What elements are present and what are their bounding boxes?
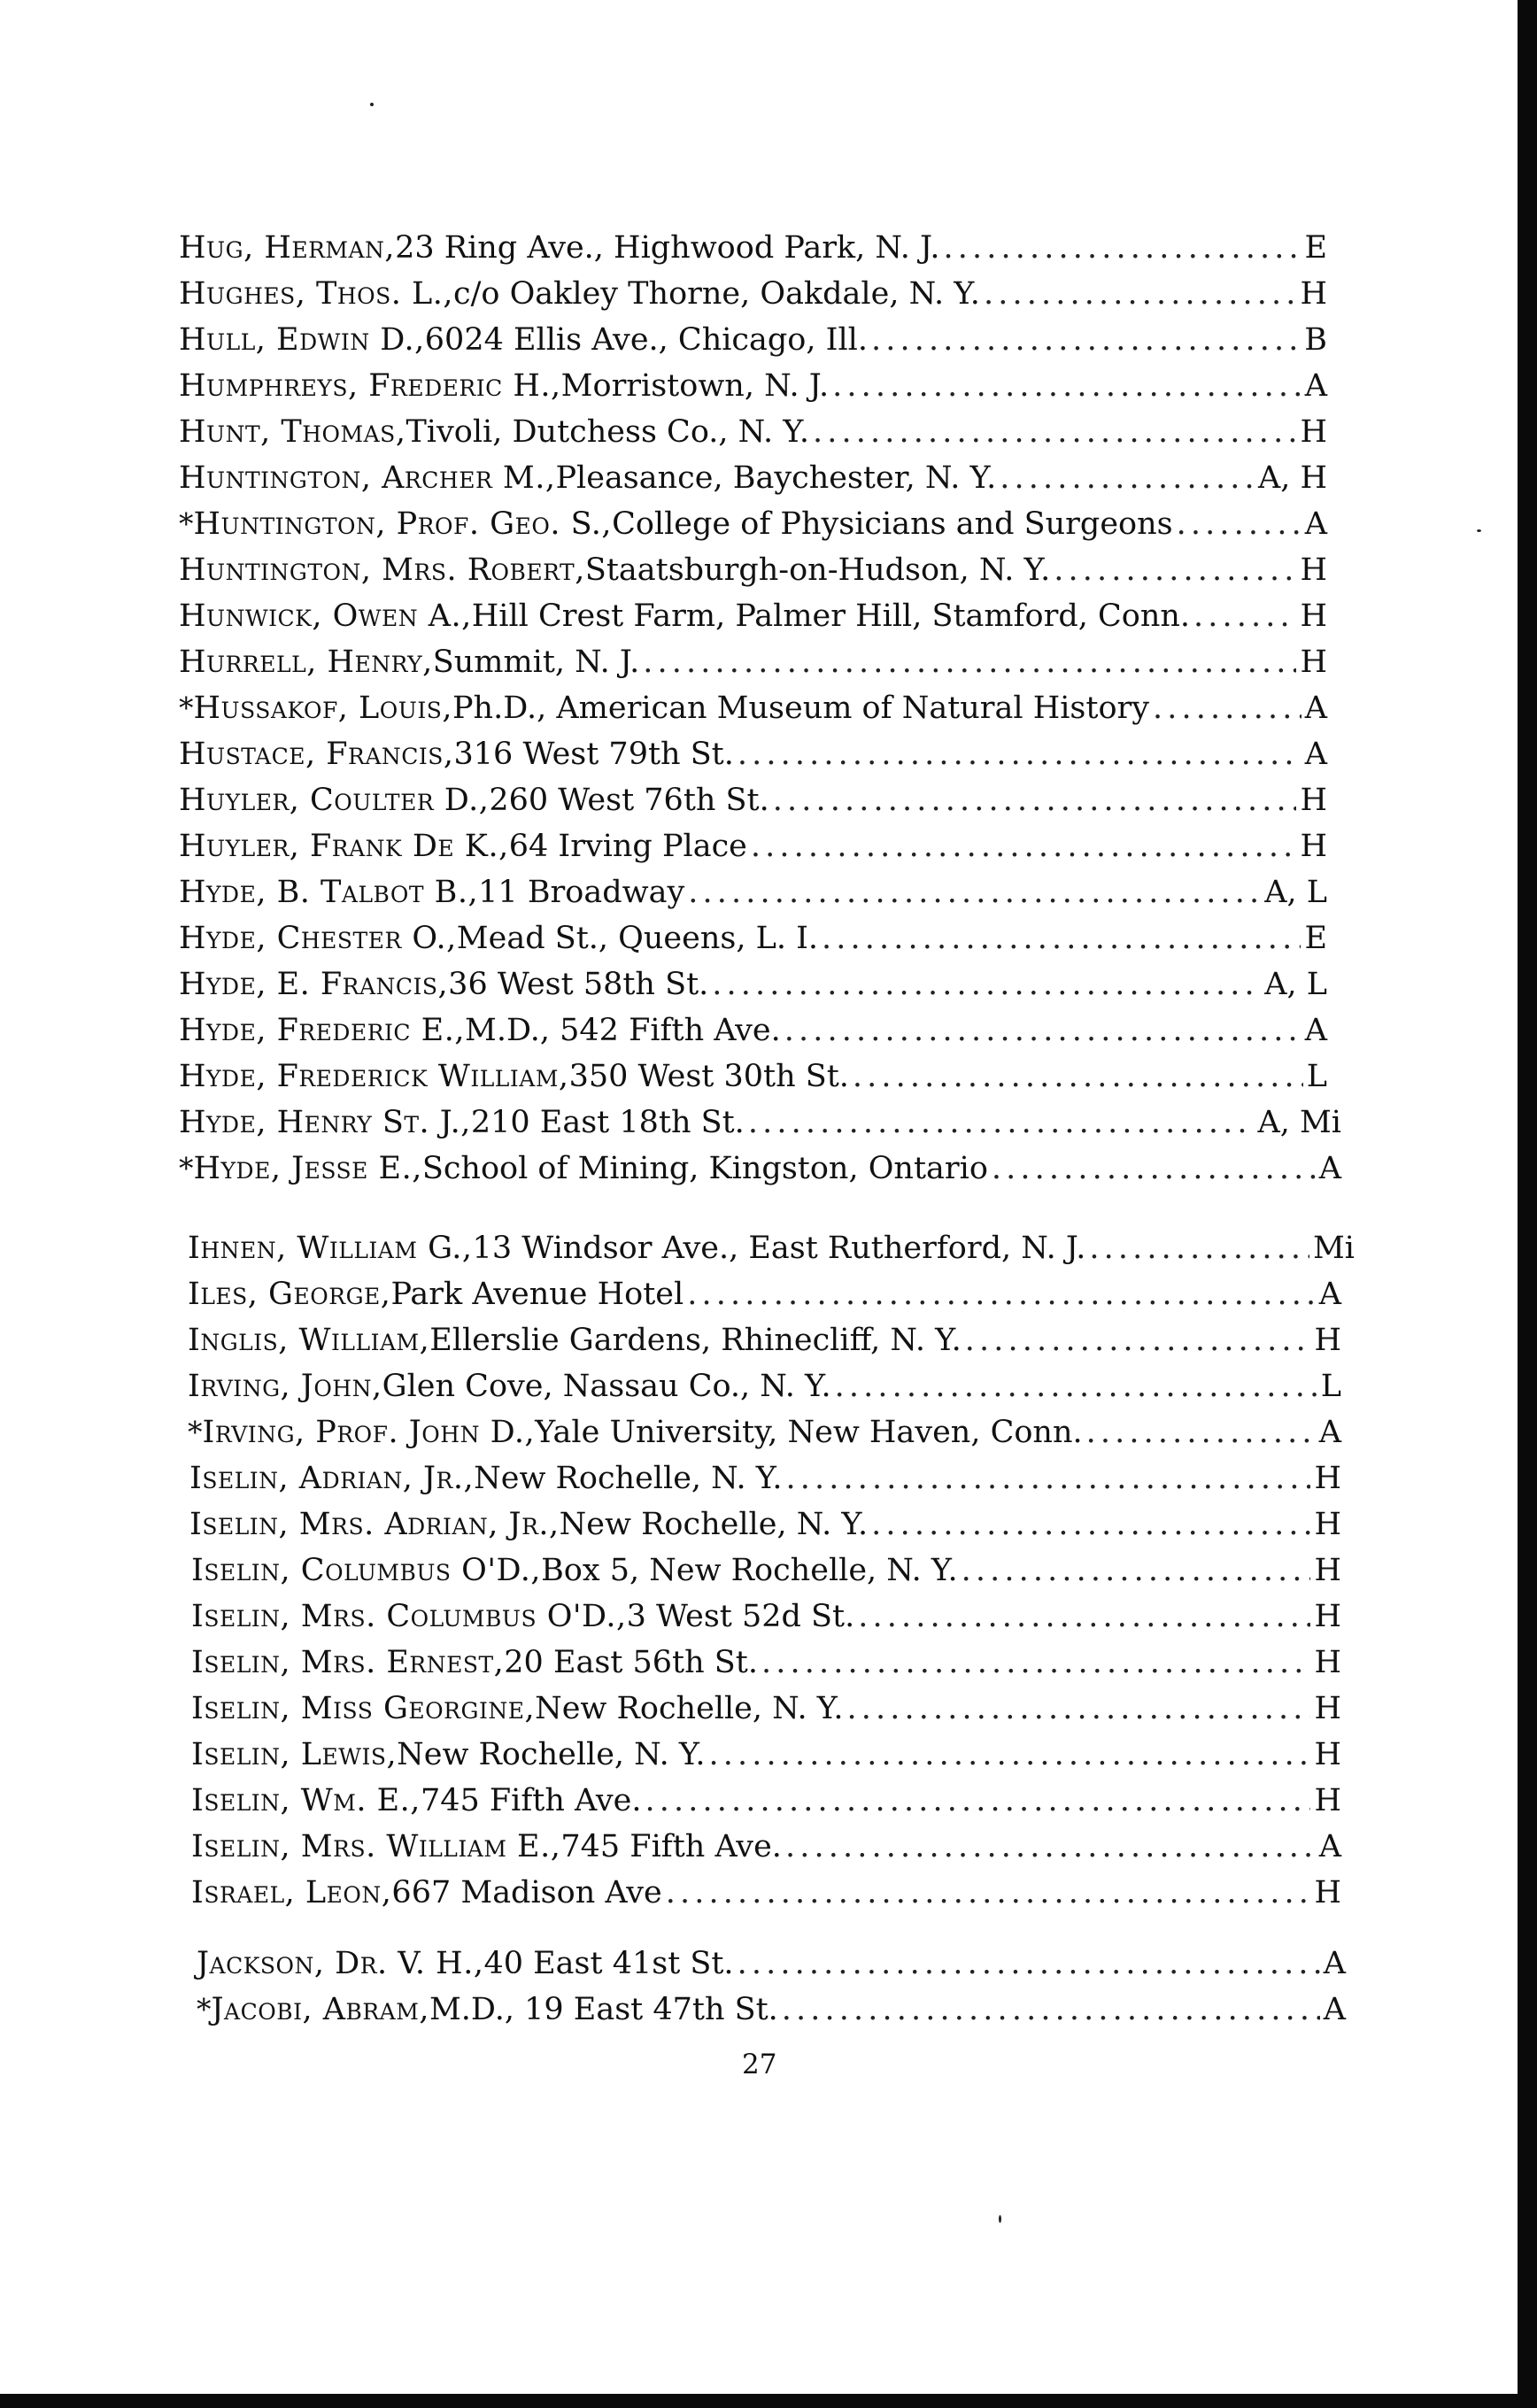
membership-code: A	[1323, 1946, 1346, 1981]
dot-leader	[871, 317, 1301, 363]
list-entry	[179, 823, 1327, 869]
member-name: Iselin, Mrs. Adrian, Jr.,	[189, 1507, 560, 1542]
member-name: Hurrell, Henry,	[179, 644, 433, 680]
member-address: c/o Oakley Thorne, Oakdale, N. Y.	[453, 276, 980, 312]
dot-leader	[643, 639, 1296, 685]
list-entry	[191, 1778, 1341, 1824]
deceased-marker: *	[188, 1415, 203, 1449]
list-entry	[191, 1594, 1341, 1640]
dot-leader	[1089, 1225, 1309, 1271]
list-entry	[179, 639, 1327, 685]
list-entry	[179, 271, 1327, 317]
page-edge-shadow-right	[1518, 0, 1537, 2408]
membership-code: A	[1304, 691, 1327, 726]
list-entry	[179, 317, 1327, 363]
dot-leader	[871, 1501, 1310, 1547]
dot-leader	[1193, 593, 1296, 639]
member-address: 11 Broadway	[478, 875, 685, 910]
member-address: Park Avenue Hotel	[390, 1277, 684, 1312]
list-entry	[191, 1870, 1341, 1916]
dot-leader	[1000, 455, 1255, 501]
membership-code: A	[1318, 1829, 1341, 1864]
dot-leader	[1153, 685, 1301, 731]
deceased-marker: *	[179, 1151, 194, 1185]
list-entry	[191, 1547, 1341, 1594]
membership-code: A	[1304, 368, 1327, 404]
member-address: New Rochelle, N. Y.	[474, 1461, 783, 1496]
list-entry	[191, 1686, 1341, 1732]
list-entry	[179, 731, 1327, 777]
member-address: 260 West 76th St.	[489, 783, 769, 818]
list-entry	[179, 1007, 1327, 1054]
list-entry	[179, 915, 1327, 961]
dot-leader	[832, 363, 1301, 409]
membership-code: L	[1306, 1059, 1327, 1094]
membership-code: E	[1304, 230, 1327, 266]
membership-code: E	[1304, 921, 1327, 956]
member-name: Israel, Leon,	[191, 1875, 392, 1910]
member-address: New Rochelle, N. Y.	[397, 1737, 706, 1772]
member-address: Glen Cove, Nassau Co., N. Y.	[382, 1369, 831, 1404]
dot-leader	[853, 1054, 1303, 1100]
membership-code: A	[1304, 737, 1327, 772]
member-address: Tivoli, Dutchess Co., N. Y.	[405, 414, 810, 450]
member-address: 667 Madison Ave	[391, 1875, 662, 1910]
list-entry	[179, 869, 1327, 915]
membership-code: H	[1314, 1599, 1341, 1634]
member-name: Hyde, Frederick William,	[179, 1059, 569, 1094]
membership-code: A, Mi	[1257, 1105, 1341, 1140]
member-name: Iselin, Mrs. Columbus O'D.,	[191, 1599, 627, 1634]
dot-leader	[858, 1594, 1310, 1640]
dot-leader	[965, 1317, 1311, 1363]
member-name: Huntington, Prof. Geo. S.,	[193, 506, 613, 542]
dot-leader	[984, 271, 1297, 317]
dot-leader	[785, 1824, 1316, 1870]
page-edge-shadow-bottom	[0, 2394, 1537, 2408]
list-entry	[179, 685, 1327, 731]
list-entry	[179, 363, 1327, 409]
member-name: Hyde, Frederic E.,	[179, 1013, 465, 1048]
dot-leader	[666, 1870, 1311, 1916]
list-entry	[179, 1100, 1341, 1146]
dot-leader	[943, 225, 1301, 271]
deceased-marker: *	[197, 1992, 212, 2026]
member-address: 23 Ring Ave., Highwood Park, N. J.	[395, 230, 940, 266]
deceased-marker: *	[179, 691, 194, 725]
list-entry	[179, 777, 1327, 823]
membership-code: A	[1318, 1151, 1341, 1186]
member-address: 36 West 58th St.	[448, 967, 709, 1002]
dot-leader	[773, 777, 1297, 823]
list-entry	[179, 1146, 1341, 1192]
membership-code: H	[1314, 1461, 1341, 1496]
member-address: College of Physicians and Surgeons	[612, 506, 1173, 542]
dot-leader	[712, 961, 1261, 1007]
membership-code: A, H	[1257, 460, 1327, 496]
membership-code: H	[1314, 1553, 1341, 1588]
member-address: 745 Fifth Ave.	[420, 1783, 642, 1818]
membership-code: Mi	[1312, 1231, 1355, 1266]
membership-code: A	[1304, 506, 1327, 542]
member-name: Hug, Herman,	[179, 230, 396, 266]
member-name: Huyler, Coulter D.,	[179, 783, 490, 818]
dot-leader	[822, 915, 1301, 961]
membership-code: H	[1314, 1323, 1341, 1358]
dot-leader	[1054, 547, 1296, 593]
membership-code: H	[1314, 1875, 1341, 1910]
membership-code: H	[1314, 1691, 1341, 1726]
membership-code: H	[1314, 1507, 1341, 1542]
member-address: M.D., 542 Fifth Ave.	[464, 1013, 781, 1048]
member-address: 316 West 79th St.	[453, 737, 734, 772]
membership-code: H	[1314, 1645, 1341, 1680]
membership-code: H	[1300, 552, 1327, 588]
member-name: Hyde, Henry St. J.,	[179, 1105, 471, 1140]
member-address: 40 East 41st St.	[483, 1946, 734, 1981]
member-address: Hill Crest Farm, Palmer Hill, Stamford, Conn.	[471, 598, 1191, 634]
member-name: Inglis, William,	[188, 1323, 430, 1358]
member-address: 210 East 18th St.	[470, 1105, 745, 1140]
member-name: Iles, George,	[188, 1277, 391, 1312]
dot-leader	[962, 1547, 1311, 1594]
member-name: Jackson, Dr. V. H.,	[197, 1946, 484, 1981]
list-entry	[179, 593, 1327, 639]
list-entry	[188, 1317, 1341, 1363]
list-entry	[179, 501, 1327, 547]
member-address: 13 Windsor Ave., East Rutherford, N. J.	[472, 1231, 1086, 1266]
member-name: Iselin, Wm. E.,	[191, 1783, 421, 1818]
dot-leader	[645, 1778, 1311, 1824]
list-entry	[189, 1455, 1341, 1501]
list-entry	[179, 225, 1327, 271]
list-entry	[188, 1225, 1355, 1271]
dot-leader	[738, 731, 1301, 777]
member-name: Hussakof, Louis,	[193, 691, 452, 726]
membership-code: H	[1300, 598, 1327, 634]
dot-leader	[782, 1987, 1320, 2033]
member-name: Huntington, Mrs. Robert,	[179, 552, 585, 588]
membership-code: A, L	[1264, 967, 1327, 1002]
scan-speck	[1477, 529, 1481, 532]
membership-code: A	[1318, 1277, 1341, 1312]
member-address: Yale University, New Haven, Conn.	[535, 1415, 1083, 1450]
dot-leader	[688, 869, 1261, 915]
list-entry	[191, 1824, 1341, 1870]
member-name: Iselin, Lewis,	[191, 1737, 398, 1772]
member-address: New Rochelle, N. Y.	[559, 1507, 869, 1542]
member-name: Hyde, E. Francis,	[179, 967, 449, 1002]
list-entry	[179, 1054, 1327, 1100]
member-name: Hull, Edwin D.,	[179, 322, 425, 358]
dot-leader	[786, 1455, 1311, 1501]
member-address: New Rochelle, N. Y.	[535, 1691, 844, 1726]
dot-leader	[761, 1640, 1311, 1686]
member-name: Hunwick, Owen A.,	[179, 598, 472, 634]
member-name: Irving, Prof. John D.,	[202, 1415, 536, 1450]
member-address: 745 Fifth Ave.	[560, 1829, 782, 1864]
member-name: Hunt, Thomas,	[179, 414, 406, 450]
membership-code: A	[1318, 1415, 1341, 1450]
member-name: Irving, John,	[188, 1369, 382, 1404]
membership-code: H	[1300, 829, 1327, 864]
membership-code: H	[1300, 276, 1327, 312]
dot-leader	[1086, 1409, 1316, 1455]
membership-code: H	[1300, 644, 1327, 680]
list-entry	[197, 1987, 1346, 2033]
member-address: Pleasance, Baychester, N. Y.	[555, 460, 997, 496]
member-address: 350 West 30th St.	[568, 1059, 849, 1094]
membership-code: H	[1314, 1783, 1341, 1818]
dot-leader	[813, 409, 1296, 455]
dot-leader	[784, 1007, 1301, 1054]
list-entry	[189, 1501, 1341, 1547]
membership-code: H	[1300, 414, 1327, 450]
list-entry	[179, 547, 1327, 593]
member-name: Hustace, Francis,	[179, 737, 454, 772]
list-entry	[188, 1363, 1341, 1409]
list-entry	[191, 1640, 1341, 1686]
dot-leader	[835, 1363, 1317, 1409]
membership-code: A, L	[1264, 875, 1327, 910]
member-address: Staatsburgh-on-Hudson, N. Y.	[584, 552, 1051, 588]
scan-speck	[999, 2215, 1001, 2223]
member-address: Ph.D., American Museum of Natural History	[452, 691, 1150, 726]
deceased-marker: *	[179, 506, 194, 541]
membership-code: B	[1304, 322, 1327, 358]
member-name: Iselin, Adrian, Jr.,	[189, 1461, 475, 1496]
member-name: Iselin, Columbus O'D.,	[191, 1553, 542, 1588]
member-address: 20 East 56th St.	[504, 1645, 758, 1680]
member-address: Ellerslie Gardens, Rhinecliff, N. Y.	[429, 1323, 962, 1358]
member-name: Huyler, Frank De K.,	[179, 829, 509, 864]
scan-speck	[370, 103, 374, 106]
list-entry	[179, 455, 1327, 501]
member-address: Mead St., Queens, L. I.	[456, 921, 819, 956]
member-address: 64 Irving Place	[508, 829, 747, 864]
member-name: Hyde, Chester O.,	[179, 921, 457, 956]
dot-leader	[751, 823, 1297, 869]
membership-code: A	[1304, 1013, 1327, 1048]
member-name: Hughes, Thos. L.,	[179, 276, 454, 312]
list-entry	[197, 1941, 1346, 1987]
member-name: Humphreys, Frederic H.,	[179, 368, 561, 404]
member-address: 6024 Ellis Ave., Chicago, Ill.	[424, 322, 868, 358]
list-entry	[188, 1271, 1341, 1317]
member-name: Iselin, Mrs. Ernest,	[191, 1645, 505, 1680]
dot-leader	[687, 1271, 1316, 1317]
member-name: Iselin, Mrs. William E.,	[191, 1829, 561, 1864]
member-address: Box 5, New Rochelle, N. Y.	[541, 1553, 958, 1588]
dot-leader	[738, 1941, 1320, 1987]
dot-leader	[847, 1686, 1311, 1732]
dot-leader	[1177, 501, 1301, 547]
page-number: 27	[742, 2049, 777, 2080]
membership-code: A	[1323, 1992, 1346, 2027]
list-entry	[179, 961, 1327, 1007]
list-entry	[188, 1409, 1341, 1455]
member-name: Jacobi, Abram,	[211, 1992, 429, 2027]
member-address: Summit, N. J.	[432, 644, 640, 680]
dot-leader	[709, 1732, 1311, 1778]
list-entry	[191, 1732, 1341, 1778]
list-entry	[179, 409, 1327, 455]
member-name: Hyde, Jesse E.,	[193, 1151, 422, 1186]
dot-leader	[992, 1146, 1316, 1192]
membership-code: H	[1314, 1737, 1341, 1772]
member-name: Iselin, Miss Georgine,	[191, 1691, 536, 1726]
member-name: Ihnen, William G.,	[188, 1231, 473, 1266]
member-name: Hyde, B. Talbot B.,	[179, 875, 479, 910]
member-address: 3 West 52d St.	[626, 1599, 855, 1634]
membership-code: L	[1320, 1369, 1341, 1404]
member-address: Morristown, N. J.	[560, 368, 830, 404]
member-name: Huntington, Archer M.,	[179, 460, 556, 496]
membership-code: H	[1300, 783, 1327, 818]
member-address: School of Mining, Kingston, Ontario	[421, 1151, 988, 1186]
member-address: M.D., 19 East 47th St.	[429, 1992, 778, 2027]
dot-leader	[748, 1100, 1255, 1146]
